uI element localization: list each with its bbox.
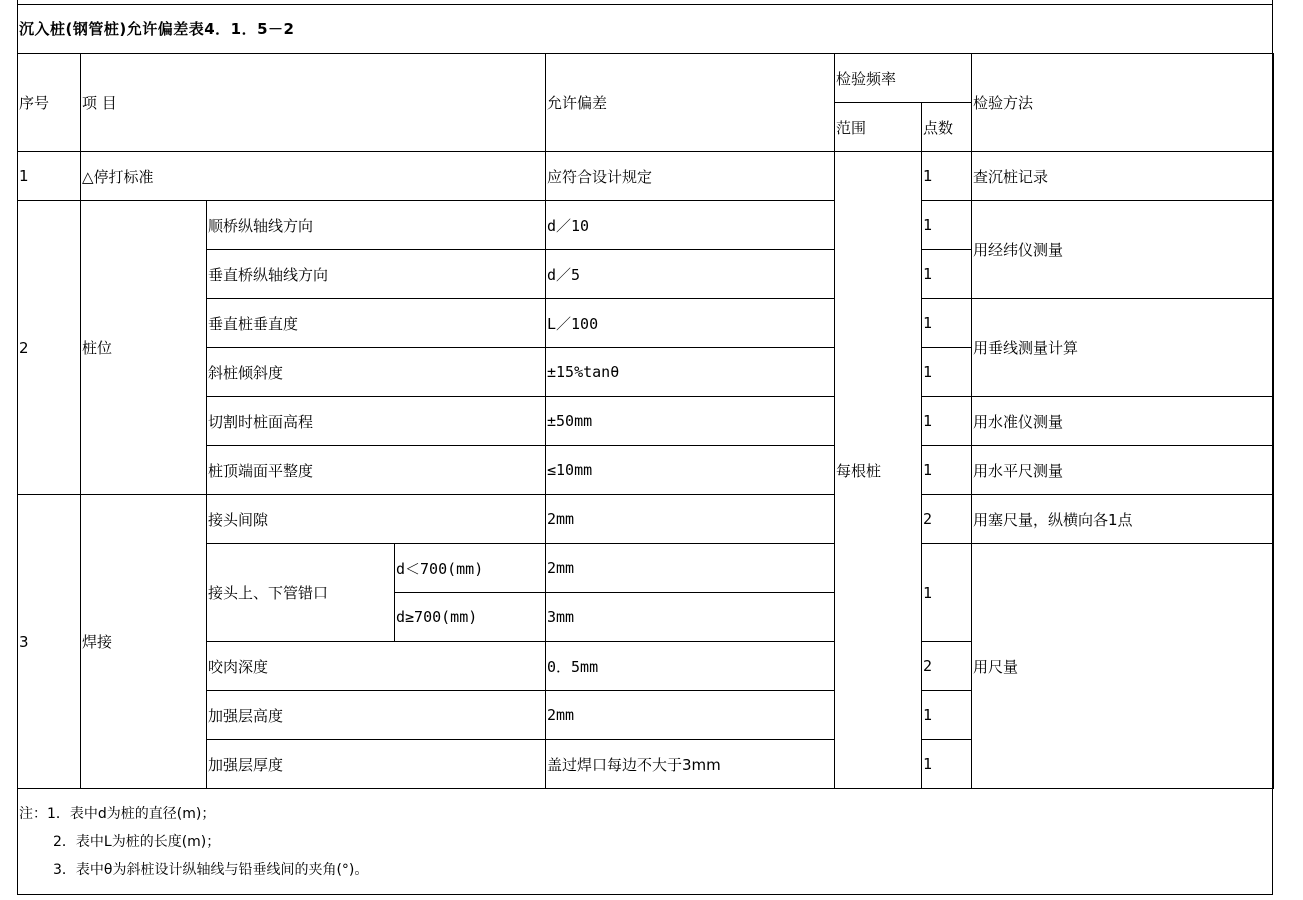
row3-method: 用尺量 xyxy=(972,544,1274,789)
header-tolerance: 允许偏差 xyxy=(546,54,835,152)
row2-sub2-tolerance: d／5 xyxy=(546,250,835,299)
row3-gap-item: 接头间隙 xyxy=(207,495,546,544)
row2-sub6-tolerance: ≤10mm xyxy=(546,446,835,495)
note-2: 2．表中L为桩的长度(m)； xyxy=(53,834,221,850)
row2-sub5-item: 切割时桩面高程 xyxy=(207,397,546,446)
row1-item: △停打标准 xyxy=(81,152,546,201)
row2-item: 桩位 xyxy=(81,201,207,495)
row2-sub4-item: 斜桩倾斜度 xyxy=(207,348,546,397)
row3-bite-points: 2 xyxy=(922,642,972,691)
row2-sub3-tolerance: L／100 xyxy=(546,299,835,348)
row3-misalign-tol-b: 3mm xyxy=(546,593,835,642)
row2-sub4-points: 1 xyxy=(922,348,972,397)
header-seq: 序号 xyxy=(18,54,81,152)
row3-height-points: 1 xyxy=(922,691,972,740)
row3-thick-item: 加强层厚度 xyxy=(207,740,546,789)
range-cell: 每根桩 xyxy=(835,152,922,789)
row3-gap-points: 2 xyxy=(922,495,972,544)
row3-bite-item: 咬肉深度 xyxy=(207,642,546,691)
row2-sub5-points: 1 xyxy=(922,397,972,446)
row1-points: 1 xyxy=(922,152,972,201)
table-title: 沉入桩(钢管桩)允许偏差表4．1．5－2 xyxy=(19,20,295,38)
row2-method-level: 用水准仪测量 xyxy=(972,397,1274,446)
row3-height-item: 加强层高度 xyxy=(207,691,546,740)
row3-misalign-points: 1 xyxy=(922,544,972,642)
row3-seq: 3 xyxy=(18,495,81,789)
row2-sub1-points: 1 xyxy=(922,201,972,250)
row3-misalign-item: 接头上、下管错口 xyxy=(207,544,395,642)
row2-sub3-item: 垂直桩垂直度 xyxy=(207,299,546,348)
note-1: 注：1．表中d为桩的直径(m)； xyxy=(19,806,216,822)
row3-misalign-cond-a: d＜700(mm) xyxy=(395,544,546,593)
row1-tolerance: 应符合设计规定 xyxy=(546,152,835,201)
row3-gap-tolerance: 2mm xyxy=(546,495,835,544)
row2-sub1-tolerance: d／10 xyxy=(546,201,835,250)
row2-sub6-points: 1 xyxy=(922,446,972,495)
row1-method: 查沉桩记录 xyxy=(972,152,1274,201)
row2-method-theodolite: 用经纬仪测量 xyxy=(972,201,1274,299)
row2-sub2-item: 垂直桥纵轴线方向 xyxy=(207,250,546,299)
header-method: 检验方法 xyxy=(972,54,1274,152)
row3-thick-tolerance: 盖过焊口每边不大于3mm xyxy=(546,740,835,789)
row3-gap-method: 用塞尺量，纵横向各1点 xyxy=(972,495,1274,544)
row2-method-ruler: 用水平尺测量 xyxy=(972,446,1274,495)
row2-sub1-item: 顺桥纵轴线方向 xyxy=(207,201,546,250)
row2-method-plumb: 用垂线测量计算 xyxy=(972,299,1274,397)
row2-sub4-tolerance: ±15%tanθ xyxy=(546,348,835,397)
row3-misalign-tol-a: 2mm xyxy=(546,544,835,593)
row3-bite-tolerance: 0．5mm xyxy=(546,642,835,691)
row2-sub3-points: 1 xyxy=(922,299,972,348)
row2-sub5-tolerance: ±50mm xyxy=(546,397,835,446)
header-range: 范围 xyxy=(835,103,922,152)
row3-height-tolerance: 2mm xyxy=(546,691,835,740)
header-item: 项 目 xyxy=(81,54,546,152)
row3-thick-points: 1 xyxy=(922,740,972,789)
row2-seq: 2 xyxy=(18,201,81,495)
row2-sub6-item: 桩顶端面平整度 xyxy=(207,446,546,495)
note-3: 3．表中θ为斜桩设计纵轴线与铅垂线间的夹角(°)。 xyxy=(53,862,369,878)
row1-seq: 1 xyxy=(18,152,81,201)
row3-item: 焊接 xyxy=(81,495,207,789)
header-frequency: 检验频率 xyxy=(835,54,972,103)
notes-block xyxy=(19,800,368,884)
row3-misalign-cond-b: d≥700(mm) xyxy=(395,593,546,642)
top-border xyxy=(17,4,1273,5)
header-points: 点数 xyxy=(922,103,972,152)
row2-sub2-points: 1 xyxy=(922,250,972,299)
tolerance-table xyxy=(17,53,1274,789)
